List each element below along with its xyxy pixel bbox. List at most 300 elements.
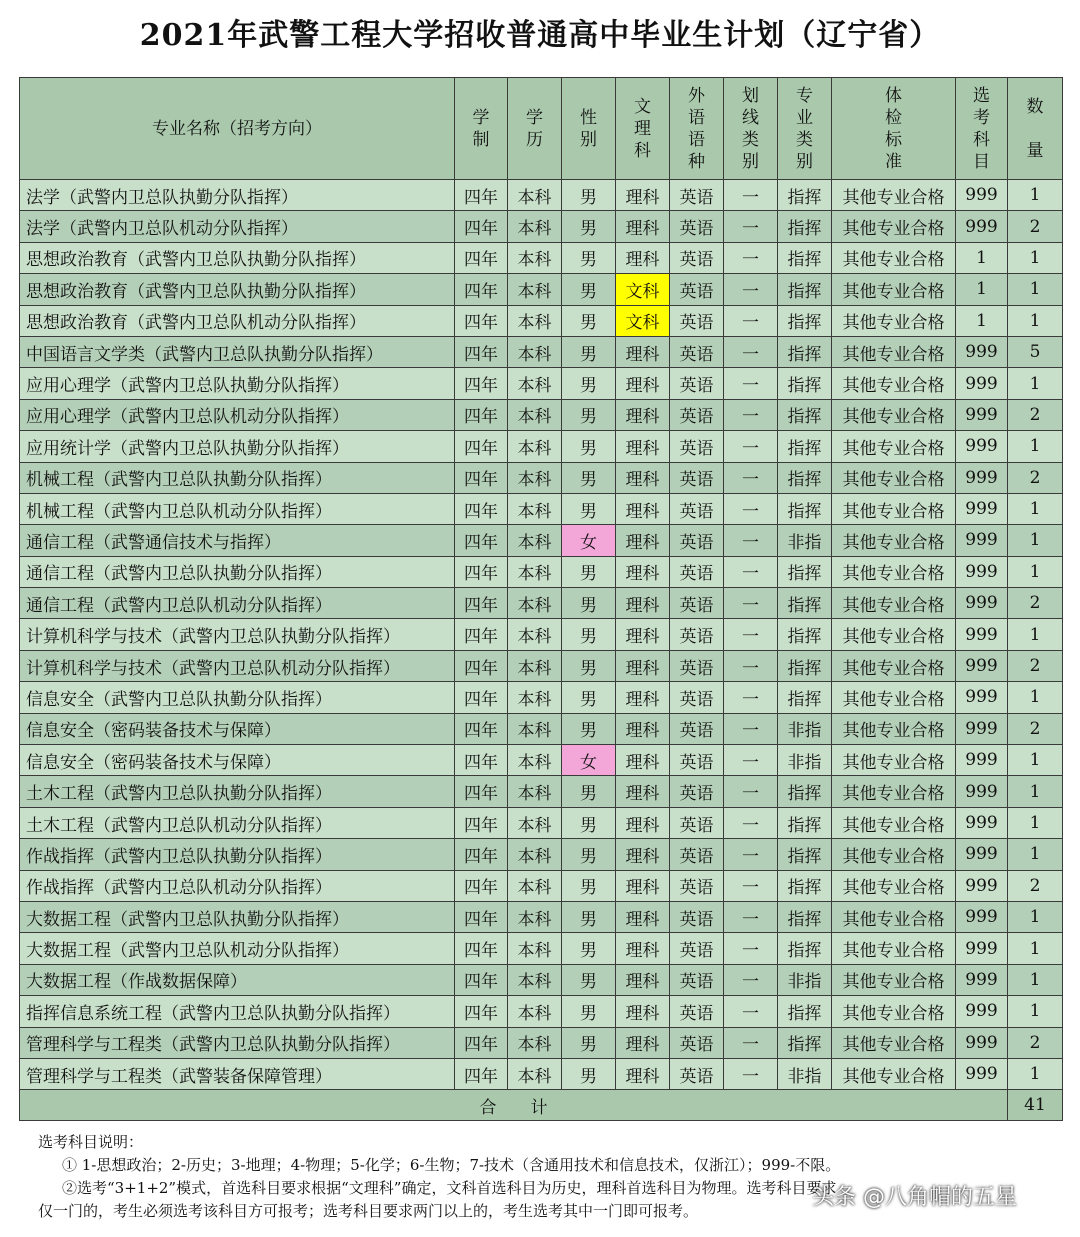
cell-language: 英语 [670, 996, 724, 1027]
cell-language: 英语 [670, 933, 724, 964]
table-row [20, 493, 1063, 524]
cell-count: 1 [1008, 776, 1063, 807]
cell-track: 理科 [616, 996, 670, 1027]
header-category: 专 业 类 别 [778, 78, 832, 180]
cell-line: 一 [724, 619, 778, 650]
cell-medical: 其他专业合格 [832, 776, 956, 807]
cell-language: 英语 [670, 493, 724, 524]
cell-degree: 本科 [508, 996, 562, 1027]
header-gender: 性 别 [562, 78, 616, 180]
cell-degree: 本科 [508, 588, 562, 619]
cell-duration: 四年 [455, 682, 508, 713]
table-row [20, 525, 1063, 556]
cell-degree: 本科 [508, 807, 562, 838]
cell-gender: 女 [562, 745, 616, 776]
page-title: 2021年武警工程大学招收普通高中毕业生计划（辽宁省） [139, 18, 941, 53]
cell-medical: 其他专业合格 [832, 933, 956, 964]
cell-medical: 其他专业合格 [832, 839, 956, 870]
cell-name: 作战指挥（武警内卫总队机动分队指挥） [20, 870, 455, 901]
cell-count: 2 [1008, 713, 1063, 744]
cell-duration: 四年 [455, 1027, 508, 1058]
cell-language: 英语 [670, 1027, 724, 1058]
cell-name: 法学（武警内卫总队执勤分队指挥） [20, 180, 455, 211]
cell-degree: 本科 [508, 1058, 562, 1089]
cell-gender: 男 [562, 462, 616, 493]
header-subjects: 选 考 科 目 [956, 78, 1008, 180]
cell-category: 指挥 [778, 588, 832, 619]
total-label: 合 计 [20, 1090, 1008, 1121]
cell-language: 英语 [670, 964, 724, 995]
cell-category: 指挥 [778, 619, 832, 650]
cell-name: 信息安全（密码装备技术与保障） [20, 713, 455, 744]
cell-name: 大数据工程（武警内卫总队机动分队指挥） [20, 933, 455, 964]
cell-subjects: 999 [956, 1058, 1008, 1089]
cell-language: 英语 [670, 839, 724, 870]
cell-count: 1 [1008, 682, 1063, 713]
cell-track: 文科 [616, 305, 670, 336]
cell-medical: 其他专业合格 [832, 556, 956, 587]
cell-category: 指挥 [778, 399, 832, 430]
cell-subjects: 999 [956, 682, 1008, 713]
cell-subjects: 999 [956, 525, 1008, 556]
cell-subjects: 999 [956, 368, 1008, 399]
cell-category: 指挥 [778, 556, 832, 587]
cell-category: 指挥 [778, 274, 832, 305]
note-line-2: ②选考“3+1+2”模式，首选科目要求根据“文理科”确定，文科首选科目为历史，理科首选科目为物理。选考科目要求 [62, 1179, 837, 1197]
table-row [20, 431, 1063, 462]
cell-gender: 男 [562, 619, 616, 650]
table-row [20, 901, 1063, 932]
cell-line: 一 [724, 274, 778, 305]
cell-line: 一 [724, 839, 778, 870]
cell-category: 指挥 [778, 180, 832, 211]
table-row [20, 368, 1063, 399]
cell-language: 英语 [670, 336, 724, 367]
table-row [20, 682, 1063, 713]
cell-line: 一 [724, 745, 778, 776]
cell-degree: 本科 [508, 556, 562, 587]
cell-category: 指挥 [778, 901, 832, 932]
cell-category: 指挥 [778, 336, 832, 367]
cell-line: 一 [724, 1027, 778, 1058]
cell-track: 理科 [616, 964, 670, 995]
cell-subjects: 1 [956, 305, 1008, 336]
cell-medical: 其他专业合格 [832, 336, 956, 367]
cell-category: 指挥 [778, 839, 832, 870]
cell-language: 英语 [670, 776, 724, 807]
cell-degree: 本科 [508, 776, 562, 807]
cell-duration: 四年 [455, 619, 508, 650]
cell-duration: 四年 [455, 399, 508, 430]
cell-medical: 其他专业合格 [832, 368, 956, 399]
cell-category: 指挥 [778, 211, 832, 242]
cell-name: 通信工程（武警内卫总队执勤分队指挥） [20, 556, 455, 587]
cell-name: 通信工程（武警内卫总队机动分队指挥） [20, 588, 455, 619]
cell-line: 一 [724, 682, 778, 713]
cell-name: 机械工程（武警内卫总队执勤分队指挥） [20, 462, 455, 493]
cell-degree: 本科 [508, 305, 562, 336]
cell-medical: 其他专业合格 [832, 964, 956, 995]
cell-subjects: 999 [956, 839, 1008, 870]
cell-line: 一 [724, 211, 778, 242]
cell-duration: 四年 [455, 839, 508, 870]
cell-count: 1 [1008, 1058, 1063, 1089]
cell-count: 1 [1008, 556, 1063, 587]
cell-language: 英语 [670, 619, 724, 650]
cell-name: 中国语言文学类（武警内卫总队执勤分队指挥） [20, 336, 455, 367]
cell-gender: 男 [562, 933, 616, 964]
cell-gender: 男 [562, 242, 616, 273]
cell-duration: 四年 [455, 996, 508, 1027]
cell-count: 1 [1008, 964, 1063, 995]
cell-count: 2 [1008, 1027, 1063, 1058]
cell-language: 英语 [670, 588, 724, 619]
table-row [20, 336, 1063, 367]
cell-name: 大数据工程（作战数据保障） [20, 964, 455, 995]
cell-degree: 本科 [508, 399, 562, 430]
cell-track: 理科 [616, 525, 670, 556]
table-row [20, 619, 1063, 650]
cell-subjects: 999 [956, 807, 1008, 838]
cell-duration: 四年 [455, 211, 508, 242]
table-row [20, 996, 1063, 1027]
cell-category: 指挥 [778, 242, 832, 273]
cell-count: 1 [1008, 431, 1063, 462]
cell-line: 一 [724, 305, 778, 336]
cell-count: 1 [1008, 996, 1063, 1027]
header-medical: 体 检 标 准 [832, 78, 956, 180]
cell-category: 指挥 [778, 431, 832, 462]
cell-degree: 本科 [508, 211, 562, 242]
cell-track: 理科 [616, 650, 670, 681]
cell-medical: 其他专业合格 [832, 588, 956, 619]
cell-degree: 本科 [508, 933, 562, 964]
cell-category: 指挥 [778, 493, 832, 524]
cell-count: 2 [1008, 211, 1063, 242]
table-row [20, 933, 1063, 964]
cell-gender: 女 [562, 525, 616, 556]
cell-track: 理科 [616, 180, 670, 211]
cell-category: 指挥 [778, 305, 832, 336]
cell-name: 思想政治教育（武警内卫总队机动分队指挥） [20, 305, 455, 336]
cell-duration: 四年 [455, 745, 508, 776]
cell-subjects: 999 [956, 996, 1008, 1027]
cell-degree: 本科 [508, 336, 562, 367]
cell-duration: 四年 [455, 650, 508, 681]
cell-duration: 四年 [455, 901, 508, 932]
cell-category: 指挥 [778, 807, 832, 838]
cell-line: 一 [724, 242, 778, 273]
cell-duration: 四年 [455, 776, 508, 807]
cell-count: 1 [1008, 807, 1063, 838]
cell-count: 1 [1008, 525, 1063, 556]
cell-line: 一 [724, 525, 778, 556]
cell-subjects: 999 [956, 870, 1008, 901]
cell-gender: 男 [562, 870, 616, 901]
cell-duration: 四年 [455, 1058, 508, 1089]
cell-category: 非指 [778, 713, 832, 744]
table-row [20, 870, 1063, 901]
cell-name: 机械工程（武警内卫总队机动分队指挥） [20, 493, 455, 524]
cell-name: 信息安全（武警内卫总队执勤分队指挥） [20, 682, 455, 713]
cell-name: 计算机科学与技术（武警内卫总队机动分队指挥） [20, 650, 455, 681]
table-row [20, 1058, 1063, 1089]
cell-count: 2 [1008, 870, 1063, 901]
cell-degree: 本科 [508, 274, 562, 305]
cell-subjects: 999 [956, 556, 1008, 587]
notes-heading: 选考科目说明： [38, 1133, 144, 1151]
cell-name: 应用心理学（武警内卫总队执勤分队指挥） [20, 368, 455, 399]
cell-language: 英语 [670, 525, 724, 556]
cell-line: 一 [724, 462, 778, 493]
cell-line: 一 [724, 368, 778, 399]
cell-gender: 男 [562, 1027, 616, 1058]
table-row [20, 399, 1063, 430]
cell-duration: 四年 [455, 713, 508, 744]
cell-duration: 四年 [455, 462, 508, 493]
cell-track: 理科 [616, 1058, 670, 1089]
cell-name: 作战指挥（武警内卫总队执勤分队指挥） [20, 839, 455, 870]
cell-name: 指挥信息系统工程（武警内卫总队执勤分队指挥） [20, 996, 455, 1027]
header-degree: 学 历 [508, 78, 562, 180]
cell-subjects: 999 [956, 462, 1008, 493]
cell-line: 一 [724, 933, 778, 964]
cell-medical: 其他专业合格 [832, 870, 956, 901]
table-row [20, 745, 1063, 776]
cell-gender: 男 [562, 901, 616, 932]
cell-track: 理科 [616, 933, 670, 964]
cell-count: 1 [1008, 745, 1063, 776]
cell-track: 理科 [616, 431, 670, 462]
cell-medical: 其他专业合格 [832, 525, 956, 556]
cell-subjects: 999 [956, 399, 1008, 430]
cell-language: 英语 [670, 713, 724, 744]
cell-line: 一 [724, 493, 778, 524]
cell-line: 一 [724, 650, 778, 681]
cell-name: 管理科学与工程类（武警内卫总队执勤分队指挥） [20, 1027, 455, 1058]
cell-subjects: 999 [956, 588, 1008, 619]
cell-category: 指挥 [778, 776, 832, 807]
cell-count: 1 [1008, 305, 1063, 336]
table-row [20, 964, 1063, 995]
cell-language: 英语 [670, 745, 724, 776]
cell-gender: 男 [562, 368, 616, 399]
table-row [20, 839, 1063, 870]
cell-medical: 其他专业合格 [832, 1027, 956, 1058]
cell-line: 一 [724, 180, 778, 211]
cell-medical: 其他专业合格 [832, 713, 956, 744]
cell-gender: 男 [562, 807, 616, 838]
cell-degree: 本科 [508, 901, 562, 932]
cell-subjects: 999 [956, 180, 1008, 211]
note-line-3: 仅一门的，考生必须选考该科目方可报考；选考科目要求两门以上的，考生选考其中一门即可报考。 [38, 1202, 699, 1220]
cell-gender: 男 [562, 305, 616, 336]
header-count: 数 量 [1008, 78, 1063, 180]
cell-category: 指挥 [778, 870, 832, 901]
table-row [20, 274, 1063, 305]
cell-category: 指挥 [778, 650, 832, 681]
total-row [20, 1090, 1063, 1121]
cell-language: 英语 [670, 556, 724, 587]
table-body [20, 180, 1063, 1090]
cell-duration: 四年 [455, 242, 508, 273]
cell-count: 2 [1008, 462, 1063, 493]
cell-duration: 四年 [455, 588, 508, 619]
note-line-1: ① 1-思想政治；2-历史；3-地理；4-物理；5-化学；6-生物；7-技术（含通用技术和信息技术，仅浙江）；999-不限。 [62, 1156, 841, 1174]
cell-track: 理科 [616, 588, 670, 619]
cell-language: 英语 [670, 462, 724, 493]
cell-language: 英语 [670, 274, 724, 305]
cell-name: 思想政治教育（武警内卫总队执勤分队指挥） [20, 242, 455, 273]
cell-degree: 本科 [508, 525, 562, 556]
enrollment-plan-table [19, 77, 1063, 1121]
cell-medical: 其他专业合格 [832, 619, 956, 650]
cell-medical: 其他专业合格 [832, 305, 956, 336]
cell-category: 指挥 [778, 996, 832, 1027]
cell-subjects: 999 [956, 431, 1008, 462]
cell-degree: 本科 [508, 493, 562, 524]
cell-line: 一 [724, 776, 778, 807]
table-row [20, 713, 1063, 744]
table-row [20, 242, 1063, 273]
total-count: 41 [1008, 1090, 1063, 1121]
cell-language: 英语 [670, 180, 724, 211]
cell-count: 5 [1008, 336, 1063, 367]
cell-language: 英语 [670, 870, 724, 901]
cell-medical: 其他专业合格 [832, 1058, 956, 1089]
cell-track: 理科 [616, 870, 670, 901]
cell-medical: 其他专业合格 [832, 462, 956, 493]
cell-duration: 四年 [455, 180, 508, 211]
cell-track: 理科 [616, 211, 670, 242]
cell-language: 英语 [670, 211, 724, 242]
cell-subjects: 999 [956, 713, 1008, 744]
cell-category: 指挥 [778, 462, 832, 493]
cell-count: 1 [1008, 274, 1063, 305]
cell-degree: 本科 [508, 964, 562, 995]
header-major: 专业名称（招考方向） [20, 78, 455, 180]
table-row [20, 211, 1063, 242]
cell-count: 1 [1008, 619, 1063, 650]
cell-language: 英语 [670, 305, 724, 336]
table-row [20, 776, 1063, 807]
cell-duration: 四年 [455, 336, 508, 367]
cell-degree: 本科 [508, 431, 562, 462]
cell-degree: 本科 [508, 713, 562, 744]
header-duration: 学 制 [455, 78, 508, 180]
cell-gender: 男 [562, 964, 616, 995]
cell-track: 理科 [616, 368, 670, 399]
cell-track: 理科 [616, 462, 670, 493]
cell-subjects: 999 [956, 336, 1008, 367]
cell-line: 一 [724, 964, 778, 995]
cell-gender: 男 [562, 180, 616, 211]
cell-language: 英语 [670, 901, 724, 932]
cell-gender: 男 [562, 556, 616, 587]
cell-medical: 其他专业合格 [832, 399, 956, 430]
cell-gender: 男 [562, 493, 616, 524]
cell-track: 理科 [616, 776, 670, 807]
table-row [20, 588, 1063, 619]
cell-name: 土木工程（武警内卫总队执勤分队指挥） [20, 776, 455, 807]
cell-subjects: 999 [956, 776, 1008, 807]
cell-category: 非指 [778, 1058, 832, 1089]
cell-subjects: 999 [956, 493, 1008, 524]
cell-track: 文科 [616, 274, 670, 305]
cell-track: 理科 [616, 556, 670, 587]
cell-gender: 男 [562, 588, 616, 619]
cell-duration: 四年 [455, 870, 508, 901]
cell-line: 一 [724, 336, 778, 367]
cell-gender: 男 [562, 839, 616, 870]
cell-duration: 四年 [455, 493, 508, 524]
cell-track: 理科 [616, 745, 670, 776]
cell-count: 1 [1008, 180, 1063, 211]
cell-subjects: 999 [956, 619, 1008, 650]
cell-track: 理科 [616, 839, 670, 870]
cell-language: 英语 [670, 399, 724, 430]
cell-line: 一 [724, 713, 778, 744]
cell-gender: 男 [562, 211, 616, 242]
cell-track: 理科 [616, 901, 670, 932]
header-line: 划 线 类 别 [724, 78, 778, 180]
cell-count: 1 [1008, 242, 1063, 273]
cell-count: 1 [1008, 493, 1063, 524]
cell-line: 一 [724, 556, 778, 587]
cell-medical: 其他专业合格 [832, 431, 956, 462]
cell-degree: 本科 [508, 682, 562, 713]
cell-degree: 本科 [508, 619, 562, 650]
cell-name: 信息安全（密码装备技术与保障） [20, 745, 455, 776]
cell-track: 理科 [616, 807, 670, 838]
cell-medical: 其他专业合格 [832, 274, 956, 305]
table-row [20, 462, 1063, 493]
cell-subjects: 999 [956, 650, 1008, 681]
cell-category: 指挥 [778, 933, 832, 964]
cell-line: 一 [724, 431, 778, 462]
cell-degree: 本科 [508, 745, 562, 776]
cell-name: 管理科学与工程类（武警装备保障管理） [20, 1058, 455, 1089]
cell-subjects: 1 [956, 274, 1008, 305]
cell-subjects: 999 [956, 964, 1008, 995]
cell-subjects: 999 [956, 211, 1008, 242]
cell-name: 土木工程（武警内卫总队机动分队指挥） [20, 807, 455, 838]
cell-degree: 本科 [508, 650, 562, 681]
table-row [20, 556, 1063, 587]
cell-gender: 男 [562, 431, 616, 462]
cell-count: 2 [1008, 650, 1063, 681]
cell-subjects: 1 [956, 242, 1008, 273]
cell-track: 理科 [616, 713, 670, 744]
cell-track: 理科 [616, 336, 670, 367]
cell-medical: 其他专业合格 [832, 807, 956, 838]
cell-duration: 四年 [455, 274, 508, 305]
cell-count: 2 [1008, 399, 1063, 430]
cell-language: 英语 [670, 650, 724, 681]
cell-degree: 本科 [508, 870, 562, 901]
cell-gender: 男 [562, 996, 616, 1027]
cell-duration: 四年 [455, 807, 508, 838]
cell-gender: 男 [562, 713, 616, 744]
cell-category: 指挥 [778, 368, 832, 399]
cell-category: 指挥 [778, 682, 832, 713]
table-header-row [20, 78, 1063, 180]
cell-duration: 四年 [455, 525, 508, 556]
cell-name: 思想政治教育（武警内卫总队执勤分队指挥） [20, 274, 455, 305]
cell-line: 一 [724, 870, 778, 901]
cell-gender: 男 [562, 682, 616, 713]
cell-duration: 四年 [455, 368, 508, 399]
